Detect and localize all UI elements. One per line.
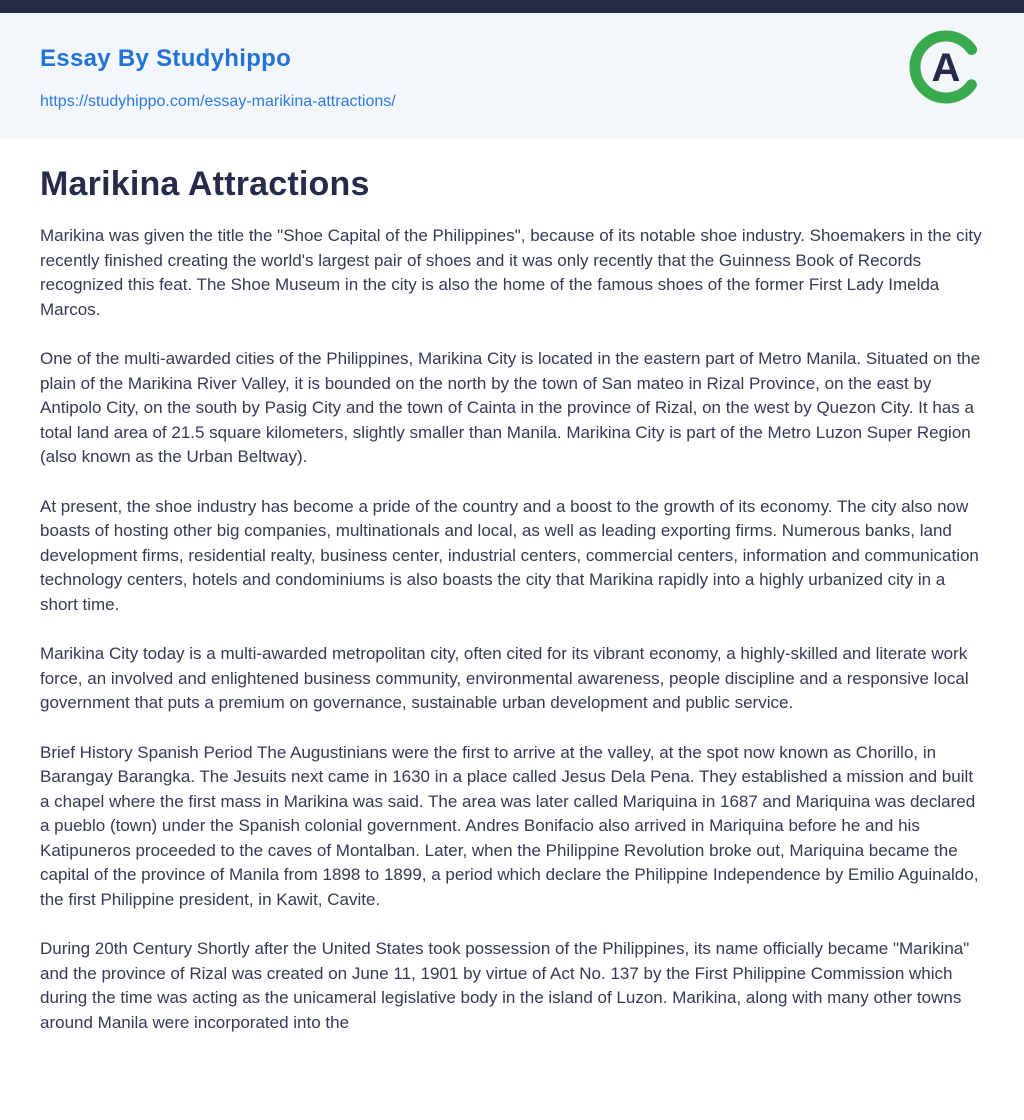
page-title: Marikina Attractions [40, 165, 370, 203]
essay-paragraph: One of the multi-awarded cities of the Philippines, Marikina City is located in the eastern part of Metro Manila. Situated on the plain of the Marikina River Valley, it is bounded on the north by the town of San mateo in Rizal Province, on the east by Antipolo City, on the south by Pasig City and the town of Cainta in the province of Rizal, on the west by Quezon City. It has a total land area of 21.5 square kilometers, slightly smaller than Manila. Marikina City is part of the Metro Luzon Super Region (also known as the Urban Beltway). [40, 349, 981, 466]
site-name: Essay By Studyhippo [40, 45, 292, 72]
studyhippo-logo-icon [906, 27, 986, 107]
essay-paragraph: Brief History Spanish Period The Augustinians were the first to arrive at the valley, at the spot now known as Chorillo, in Barangay Barangka. The Jesuits next came in 1630 in a place called Jesus Dela Pena. They established a mission and built a chapel where the first mass in Marikina was said. The area was later called Mariquina in 1687 and Mariquina was declared a pueblo (town) under the Spanish colonial government. Andres Bonifacio also arrived in Mariquina before he and his Katipuneros proceeded to the caves of Montalban. Later, when the Philippine Revolution broke out, Mariquina became the capital of the province of Manila from 1898 to 1899, a period which declare the Philippine Independence by Emilio Aguinaldo, the first Philippine president, in Kawit, Cavite. [40, 742, 979, 909]
logo-letter: A [931, 46, 961, 90]
essay-paragraph: During 20th Century Shortly after the United States took possession of the Philippines, its name officially became "Marikina" and the province of Rizal was created on June 11, 1901 by virtue of Act No. 137 by the First Philippine Commission which during the time was acting as the unicameral legislative body in the island of Luzon. Marikina, along with many other towns around Manila were incorporated into the [40, 939, 970, 1032]
essay-paragraph: Marikina was given the title the "Shoe Capital of the Philippines", because of its notable shoe industry. Shoemakers in the city recently finished creating the world's largest pair of shoes and it was only recently that the Guinness Book of Records recognized this feat. The Shoe Museum in the city is also the home of the famous shoes of the former First Lady Imelda Marcos. [40, 226, 982, 319]
essay-paragraph: At present, the shoe industry has become a pride of the country and a boost to the growth of its economy. The city also now boasts of hosting other big companies, multinationals and local, as well as leading exporting firms. Numerous banks, land development firms, residential realty, business center, industrial centers, commercial centers, information and communication technology centers, hotels and condominiums is also boasts the city that Marikina rapidly into a highly urbanized city in a short time. [40, 496, 979, 614]
essay-body [40, 224, 984, 1035]
page-header [0, 13, 1024, 139]
top-accent-bar [0, 0, 1024, 13]
studyhippo-logo [906, 27, 986, 107]
essay-content [0, 139, 1024, 1120]
source-url-link[interactable]: https://studyhippo.com/essay-marikina-attractions/ [40, 93, 396, 110]
essay-paragraph: Marikina City today is a multi-awarded metropolitan city, often cited for its vibrant economy, a highly-skilled and literate work force, an involved and enlightened business community, environmental awareness, people discipline and a responsive local government that puts a premium on governance, sustainable urban development and public service. [40, 644, 969, 712]
